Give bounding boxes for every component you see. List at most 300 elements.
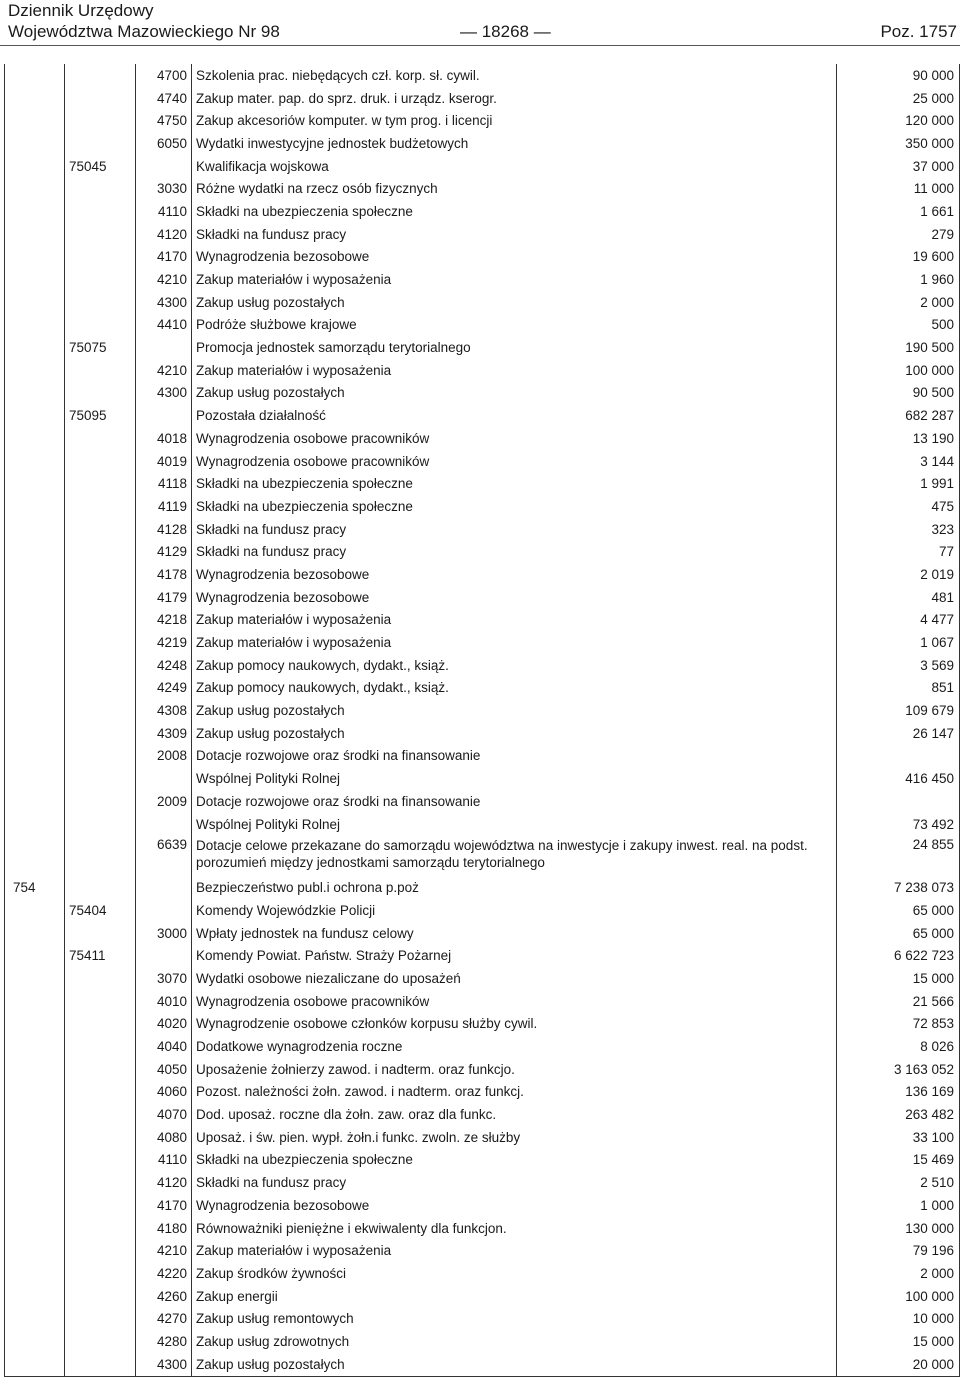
amount-cell: 90 500 bbox=[837, 382, 960, 405]
description-cell: Bezpieczeństwo publ.i ochrona p.poż bbox=[192, 876, 837, 899]
amount-cell: 1 000 bbox=[837, 1194, 960, 1217]
rozdzial-cell bbox=[65, 813, 136, 836]
paragraf-cell: 4040 bbox=[136, 1035, 192, 1058]
header-rule bbox=[0, 45, 960, 46]
paragraf-cell bbox=[136, 813, 192, 836]
table-row bbox=[5, 1285, 960, 1308]
description-cell: Wynagrodzenia bezosobowe bbox=[192, 1194, 837, 1217]
table-row bbox=[5, 813, 960, 836]
table-row bbox=[5, 1013, 960, 1036]
description-cell: Zakup usług pozostałych bbox=[192, 291, 837, 314]
description-cell: Promocja jednostek samorządu terytorialnego bbox=[192, 336, 837, 359]
paragraf-cell: 4110 bbox=[136, 1149, 192, 1172]
table-row bbox=[5, 359, 960, 382]
amount-cell: 77 bbox=[837, 540, 960, 563]
amount-cell: 350 000 bbox=[837, 132, 960, 155]
amount-cell: 3 569 bbox=[837, 654, 960, 677]
amount-cell bbox=[837, 745, 960, 768]
dzial-cell bbox=[5, 87, 65, 110]
amount-cell: 130 000 bbox=[837, 1217, 960, 1240]
amount-cell: 100 000 bbox=[837, 1285, 960, 1308]
rozdzial-cell bbox=[65, 87, 136, 110]
dzial-cell bbox=[5, 200, 65, 223]
paragraf-cell bbox=[136, 336, 192, 359]
description-cell: Zakup usług pozostałych bbox=[192, 382, 837, 405]
table-row bbox=[5, 109, 960, 132]
table-row bbox=[5, 246, 960, 269]
table-row bbox=[5, 767, 960, 790]
journal-title: Dziennik Urzędowy bbox=[8, 1, 154, 20]
description-cell: Szkolenia prac. niebędących czł. korp. sł. cywil. bbox=[192, 64, 837, 87]
amount-cell bbox=[837, 790, 960, 813]
table-row bbox=[5, 336, 960, 359]
description-cell: Zakup środków żywności bbox=[192, 1262, 837, 1285]
paragraf-cell: 4300 bbox=[136, 291, 192, 314]
table-row bbox=[5, 1103, 960, 1126]
dzial-cell bbox=[5, 699, 65, 722]
dzial-cell bbox=[5, 404, 65, 427]
position-number: Poz. 1757 bbox=[880, 22, 957, 41]
paragraf-cell: 4119 bbox=[136, 495, 192, 518]
rozdzial-cell bbox=[65, 586, 136, 609]
paragraf-cell bbox=[136, 767, 192, 790]
table-row bbox=[5, 1194, 960, 1217]
rozdzial-cell bbox=[65, 654, 136, 677]
table-row bbox=[5, 382, 960, 405]
paragraf-cell: 4308 bbox=[136, 699, 192, 722]
amount-cell: 279 bbox=[837, 223, 960, 246]
table-row bbox=[5, 899, 960, 922]
description-cell: Składki na ubezpieczenia społeczne bbox=[192, 200, 837, 223]
amount-cell: 4 477 bbox=[837, 609, 960, 632]
amount-cell: 851 bbox=[837, 677, 960, 700]
amount-cell: 79 196 bbox=[837, 1239, 960, 1262]
table-row bbox=[5, 922, 960, 945]
dzial-cell bbox=[5, 967, 65, 990]
dzial-cell bbox=[5, 1149, 65, 1172]
table-row bbox=[5, 291, 960, 314]
rozdzial-cell bbox=[65, 472, 136, 495]
amount-cell: 100 000 bbox=[837, 359, 960, 382]
dzial-cell bbox=[5, 1013, 65, 1036]
dzial-cell bbox=[5, 540, 65, 563]
table-row bbox=[5, 1307, 960, 1330]
amount-cell: 263 482 bbox=[837, 1103, 960, 1126]
amount-cell: 120 000 bbox=[837, 109, 960, 132]
description-cell: Wspólnej Polityki Rolnej bbox=[192, 767, 837, 790]
table-row bbox=[5, 450, 960, 473]
amount-cell: 3 163 052 bbox=[837, 1058, 960, 1081]
dzial-cell bbox=[5, 722, 65, 745]
amount-cell: 1 067 bbox=[837, 631, 960, 654]
table-row bbox=[5, 1149, 960, 1172]
amount-cell: 2 510 bbox=[837, 1171, 960, 1194]
paragraf-cell: 4179 bbox=[136, 586, 192, 609]
dzial-cell bbox=[5, 677, 65, 700]
rozdzial-cell bbox=[65, 450, 136, 473]
dzial-cell bbox=[5, 64, 65, 87]
amount-cell: 10 000 bbox=[837, 1307, 960, 1330]
table-row bbox=[5, 223, 960, 246]
paragraf-cell: 4300 bbox=[136, 382, 192, 405]
table-row bbox=[5, 427, 960, 450]
description-cell: Zakup akcesoriów komputer. w tym prog. i licencji bbox=[192, 109, 837, 132]
rozdzial-cell bbox=[65, 246, 136, 269]
dzial-cell bbox=[5, 1103, 65, 1126]
rozdzial-cell bbox=[65, 1035, 136, 1058]
table-row bbox=[5, 314, 960, 337]
description-cell: Dotacje rozwojowe oraz środki na finansowanie bbox=[192, 790, 837, 813]
dzial-cell bbox=[5, 767, 65, 790]
description-cell: Zakup usług remontowych bbox=[192, 1307, 837, 1330]
paragraf-cell: 4309 bbox=[136, 722, 192, 745]
table-row bbox=[5, 1171, 960, 1194]
table-row bbox=[5, 268, 960, 291]
description-cell: Wynagrodzenia bezosobowe bbox=[192, 246, 837, 269]
amount-cell: 15 000 bbox=[837, 967, 960, 990]
rozdzial-cell bbox=[65, 1217, 136, 1240]
table-row bbox=[5, 835, 960, 876]
rozdzial-cell bbox=[65, 518, 136, 541]
amount-cell: 500 bbox=[837, 314, 960, 337]
rozdzial-cell bbox=[65, 1330, 136, 1353]
dzial-cell bbox=[5, 1262, 65, 1285]
dzial-cell bbox=[5, 1330, 65, 1353]
description-cell: Wynagrodzenia bezosobowe bbox=[192, 563, 837, 586]
description-cell: Składki na fundusz pracy bbox=[192, 540, 837, 563]
budget-table-body bbox=[5, 64, 960, 1376]
rozdzial-cell bbox=[65, 722, 136, 745]
paragraf-cell: 4410 bbox=[136, 314, 192, 337]
amount-cell: 3 144 bbox=[837, 450, 960, 473]
description-cell: Wynagrodzenia bezosobowe bbox=[192, 586, 837, 609]
table-row bbox=[5, 944, 960, 967]
table-row bbox=[5, 404, 960, 427]
description-cell: Składki na ubezpieczenia społeczne bbox=[192, 472, 837, 495]
rozdzial-cell bbox=[65, 699, 136, 722]
rozdzial-cell bbox=[65, 790, 136, 813]
table-row bbox=[5, 177, 960, 200]
amount-cell: 26 147 bbox=[837, 722, 960, 745]
paragraf-cell: 4118 bbox=[136, 472, 192, 495]
dzial-cell bbox=[5, 835, 65, 876]
dzial-cell bbox=[5, 1126, 65, 1149]
amount-cell: 481 bbox=[837, 586, 960, 609]
description-cell: Komendy Powiat. Państw. Straży Pożarnej bbox=[192, 944, 837, 967]
rozdzial-cell bbox=[65, 1103, 136, 1126]
dzial-cell bbox=[5, 1307, 65, 1330]
rozdzial-cell: 75075 bbox=[65, 336, 136, 359]
table-row bbox=[5, 1330, 960, 1353]
table-row bbox=[5, 990, 960, 1013]
table-row bbox=[5, 132, 960, 155]
dzial-cell bbox=[5, 382, 65, 405]
paragraf-cell: 4180 bbox=[136, 1217, 192, 1240]
rozdzial-cell bbox=[65, 132, 136, 155]
rozdzial-cell bbox=[65, 177, 136, 200]
dzial-cell bbox=[5, 586, 65, 609]
table-row bbox=[5, 1081, 960, 1104]
table-row bbox=[5, 876, 960, 899]
description-cell: Składki na ubezpieczenia społeczne bbox=[192, 495, 837, 518]
paragraf-cell: 4120 bbox=[136, 223, 192, 246]
rozdzial-cell bbox=[65, 359, 136, 382]
amount-cell: 475 bbox=[837, 495, 960, 518]
table-row bbox=[5, 1035, 960, 1058]
description-cell: Zakup materiałów i wyposażenia bbox=[192, 1239, 837, 1262]
rozdzial-cell bbox=[65, 767, 136, 790]
amount-cell: 6 622 723 bbox=[837, 944, 960, 967]
dzial-cell bbox=[5, 990, 65, 1013]
dzial-cell bbox=[5, 359, 65, 382]
table-row bbox=[5, 586, 960, 609]
dzial-cell bbox=[5, 813, 65, 836]
dzial-cell bbox=[5, 223, 65, 246]
rozdzial-cell bbox=[65, 382, 136, 405]
amount-cell: 136 169 bbox=[837, 1081, 960, 1104]
dzial-cell bbox=[5, 1239, 65, 1262]
paragraf-cell: 4218 bbox=[136, 609, 192, 632]
table-row bbox=[5, 631, 960, 654]
paragraf-cell: 4260 bbox=[136, 1285, 192, 1308]
rozdzial-cell bbox=[65, 631, 136, 654]
amount-cell: 90 000 bbox=[837, 64, 960, 87]
paragraf-cell: 4700 bbox=[136, 64, 192, 87]
description-cell: Zakup energii bbox=[192, 1285, 837, 1308]
rozdzial-cell bbox=[65, 1353, 136, 1376]
dzial-cell bbox=[5, 609, 65, 632]
paragraf-cell: 4750 bbox=[136, 109, 192, 132]
rozdzial-cell bbox=[65, 1171, 136, 1194]
table-row bbox=[5, 87, 960, 110]
table-row bbox=[5, 1262, 960, 1285]
paragraf-cell: 4740 bbox=[136, 87, 192, 110]
paragraf-cell: 4018 bbox=[136, 427, 192, 450]
table-row bbox=[5, 1058, 960, 1081]
rozdzial-cell: 75411 bbox=[65, 944, 136, 967]
table-row bbox=[5, 1126, 960, 1149]
dzial-cell bbox=[5, 268, 65, 291]
description-cell: Różne wydatki na rzecz osób fizycznych bbox=[192, 177, 837, 200]
paragraf-cell: 4249 bbox=[136, 677, 192, 700]
dzial-cell bbox=[5, 495, 65, 518]
description-cell: Uposaż. i św. pien. wypł. żołn.i funkc. zwoln. ze służby bbox=[192, 1126, 837, 1149]
rozdzial-cell bbox=[65, 990, 136, 1013]
amount-cell: 37 000 bbox=[837, 155, 960, 178]
amount-cell: 73 492 bbox=[837, 813, 960, 836]
amount-cell: 1 991 bbox=[837, 472, 960, 495]
table-row bbox=[5, 722, 960, 745]
table-row bbox=[5, 677, 960, 700]
rozdzial-cell bbox=[65, 1126, 136, 1149]
rozdzial-cell bbox=[65, 1081, 136, 1104]
amount-cell: 21 566 bbox=[837, 990, 960, 1013]
table-row bbox=[5, 155, 960, 178]
dzial-cell bbox=[5, 472, 65, 495]
description-cell: Zakup materiałów i wyposażenia bbox=[192, 631, 837, 654]
paragraf-cell: 4128 bbox=[136, 518, 192, 541]
rozdzial-cell bbox=[65, 495, 136, 518]
description-cell: Składki na ubezpieczenia społeczne bbox=[192, 1149, 837, 1172]
rozdzial-cell bbox=[65, 200, 136, 223]
paragraf-cell: 4210 bbox=[136, 1239, 192, 1262]
description-cell: Wpłaty jednostek na fundusz celowy bbox=[192, 922, 837, 945]
rozdzial-cell bbox=[65, 1194, 136, 1217]
paragraf-cell: 4070 bbox=[136, 1103, 192, 1126]
table-row bbox=[5, 540, 960, 563]
dzial-cell bbox=[5, 745, 65, 768]
description-cell: Składki na fundusz pracy bbox=[192, 518, 837, 541]
amount-cell: 109 679 bbox=[837, 699, 960, 722]
dzial-cell bbox=[5, 654, 65, 677]
amount-cell: 1 661 bbox=[837, 200, 960, 223]
dzial-cell bbox=[5, 450, 65, 473]
paragraf-cell: 4010 bbox=[136, 990, 192, 1013]
dzial-cell bbox=[5, 1217, 65, 1240]
dzial-cell bbox=[5, 1081, 65, 1104]
paragraf-cell: 4129 bbox=[136, 540, 192, 563]
dzial-cell bbox=[5, 314, 65, 337]
dzial-cell bbox=[5, 1171, 65, 1194]
rozdzial-cell bbox=[65, 1285, 136, 1308]
amount-cell: 2 000 bbox=[837, 291, 960, 314]
table-row bbox=[5, 790, 960, 813]
table-row bbox=[5, 699, 960, 722]
description-cell: Składki na fundusz pracy bbox=[192, 1171, 837, 1194]
paragraf-cell bbox=[136, 899, 192, 922]
dzial-cell bbox=[5, 790, 65, 813]
description-cell: Zakup usług pozostałych bbox=[192, 722, 837, 745]
paragraf-cell: 4210 bbox=[136, 359, 192, 382]
amount-cell: 72 853 bbox=[837, 1013, 960, 1036]
description-cell: Zakup mater. pap. do sprz. druk. i urządz. kserogr. bbox=[192, 87, 837, 110]
description-cell: Wynagrodzenia osobowe pracowników bbox=[192, 990, 837, 1013]
page-number: — 18268 — bbox=[460, 22, 551, 41]
rozdzial-cell bbox=[65, 1262, 136, 1285]
description-cell: Zakup usług pozostałych bbox=[192, 699, 837, 722]
table-row bbox=[5, 967, 960, 990]
description-cell: Wynagrodzenia osobowe pracowników bbox=[192, 427, 837, 450]
dzial-cell bbox=[5, 132, 65, 155]
description-cell: Wspólnej Polityki Rolnej bbox=[192, 813, 837, 836]
dzial-cell bbox=[5, 899, 65, 922]
dzial-cell bbox=[5, 1353, 65, 1376]
paragraf-cell: 2009 bbox=[136, 790, 192, 813]
amount-cell: 2 019 bbox=[837, 563, 960, 586]
dzial-cell bbox=[5, 427, 65, 450]
paragraf-cell: 3030 bbox=[136, 177, 192, 200]
table-row bbox=[5, 1239, 960, 1262]
dzial-cell bbox=[5, 1035, 65, 1058]
paragraf-cell: 4280 bbox=[136, 1330, 192, 1353]
paragraf-cell: 4178 bbox=[136, 563, 192, 586]
rozdzial-cell: 75404 bbox=[65, 899, 136, 922]
table-row bbox=[5, 518, 960, 541]
amount-cell: 13 190 bbox=[837, 427, 960, 450]
table-row bbox=[5, 745, 960, 768]
paragraf-cell: 3070 bbox=[136, 967, 192, 990]
amount-cell: 7 238 073 bbox=[837, 876, 960, 899]
description-cell: Zakup pomocy naukowych, dydakt., książ. bbox=[192, 677, 837, 700]
dzial-cell bbox=[5, 922, 65, 945]
amount-cell: 24 855 bbox=[837, 835, 960, 876]
table-row bbox=[5, 472, 960, 495]
amount-cell: 2 000 bbox=[837, 1262, 960, 1285]
amount-cell: 65 000 bbox=[837, 899, 960, 922]
amount-cell: 20 000 bbox=[837, 1353, 960, 1376]
paragraf-cell: 2008 bbox=[136, 745, 192, 768]
paragraf-cell bbox=[136, 944, 192, 967]
dzial-cell bbox=[5, 944, 65, 967]
description-cell: Zakup usług zdrowotnych bbox=[192, 1330, 837, 1353]
table-row bbox=[5, 200, 960, 223]
amount-cell: 65 000 bbox=[837, 922, 960, 945]
dzial-cell bbox=[5, 1285, 65, 1308]
description-cell: Wydatki inwestycyjne jednostek budżetowych bbox=[192, 132, 837, 155]
description-cell: Zakup usług pozostałych bbox=[192, 1353, 837, 1376]
rozdzial-cell bbox=[65, 677, 136, 700]
dzial-cell: 754 bbox=[5, 876, 65, 899]
rozdzial-cell bbox=[65, 1013, 136, 1036]
paragraf-cell: 3000 bbox=[136, 922, 192, 945]
table-row bbox=[5, 654, 960, 677]
table-row bbox=[5, 495, 960, 518]
paragraf-cell: 4220 bbox=[136, 1262, 192, 1285]
amount-cell: 323 bbox=[837, 518, 960, 541]
dzial-cell bbox=[5, 1058, 65, 1081]
dzial-cell bbox=[5, 336, 65, 359]
description-cell: Dod. uposaż. roczne dla żołn. zaw. oraz dla funkc. bbox=[192, 1103, 837, 1126]
description-cell: Wydatki osobowe niezaliczane do uposażeń bbox=[192, 967, 837, 990]
amount-cell: 19 600 bbox=[837, 246, 960, 269]
paragraf-cell: 4170 bbox=[136, 1194, 192, 1217]
rozdzial-cell bbox=[65, 223, 136, 246]
description-cell: Zakup materiałów i wyposażenia bbox=[192, 359, 837, 382]
paragraf-cell: 4248 bbox=[136, 654, 192, 677]
amount-cell: 8 026 bbox=[837, 1035, 960, 1058]
rozdzial-cell: 75045 bbox=[65, 155, 136, 178]
paragraf-cell bbox=[136, 404, 192, 427]
paragraf-cell: 4060 bbox=[136, 1081, 192, 1104]
rozdzial-cell bbox=[65, 1307, 136, 1330]
paragraf-cell: 4120 bbox=[136, 1171, 192, 1194]
rozdzial-cell bbox=[65, 268, 136, 291]
journal-subtitle: Województwa Mazowieckiego Nr 98 bbox=[8, 22, 280, 41]
dzial-cell bbox=[5, 291, 65, 314]
description-cell: Dotacje celowe przekazane do samorządu województwa na inwestycje i zakupy inwest. real. na podst. porozumień między jednostkami samorządu terytorialnego bbox=[192, 835, 837, 876]
paragraf-cell bbox=[136, 876, 192, 899]
dzial-cell bbox=[5, 177, 65, 200]
paragraf-cell: 4050 bbox=[136, 1058, 192, 1081]
rozdzial-cell bbox=[65, 1239, 136, 1262]
paragraf-cell: 6639 bbox=[136, 835, 192, 876]
rozdzial-cell bbox=[65, 835, 136, 876]
paragraf-cell: 6050 bbox=[136, 132, 192, 155]
rozdzial-cell bbox=[65, 427, 136, 450]
page-header bbox=[8, 0, 960, 42]
paragraf-cell: 4110 bbox=[136, 200, 192, 223]
amount-cell: 682 287 bbox=[837, 404, 960, 427]
paragraf-cell bbox=[136, 155, 192, 178]
table-row bbox=[5, 1353, 960, 1376]
amount-cell: 25 000 bbox=[837, 87, 960, 110]
description-cell: Podróże służbowe krajowe bbox=[192, 314, 837, 337]
description-cell: Pozost. należności żołn. zawod. i nadterm. oraz funkcj. bbox=[192, 1081, 837, 1104]
rozdzial-cell: 75095 bbox=[65, 404, 136, 427]
amount-cell: 15 469 bbox=[837, 1149, 960, 1172]
rozdzial-cell bbox=[65, 1058, 136, 1081]
rozdzial-cell bbox=[65, 291, 136, 314]
